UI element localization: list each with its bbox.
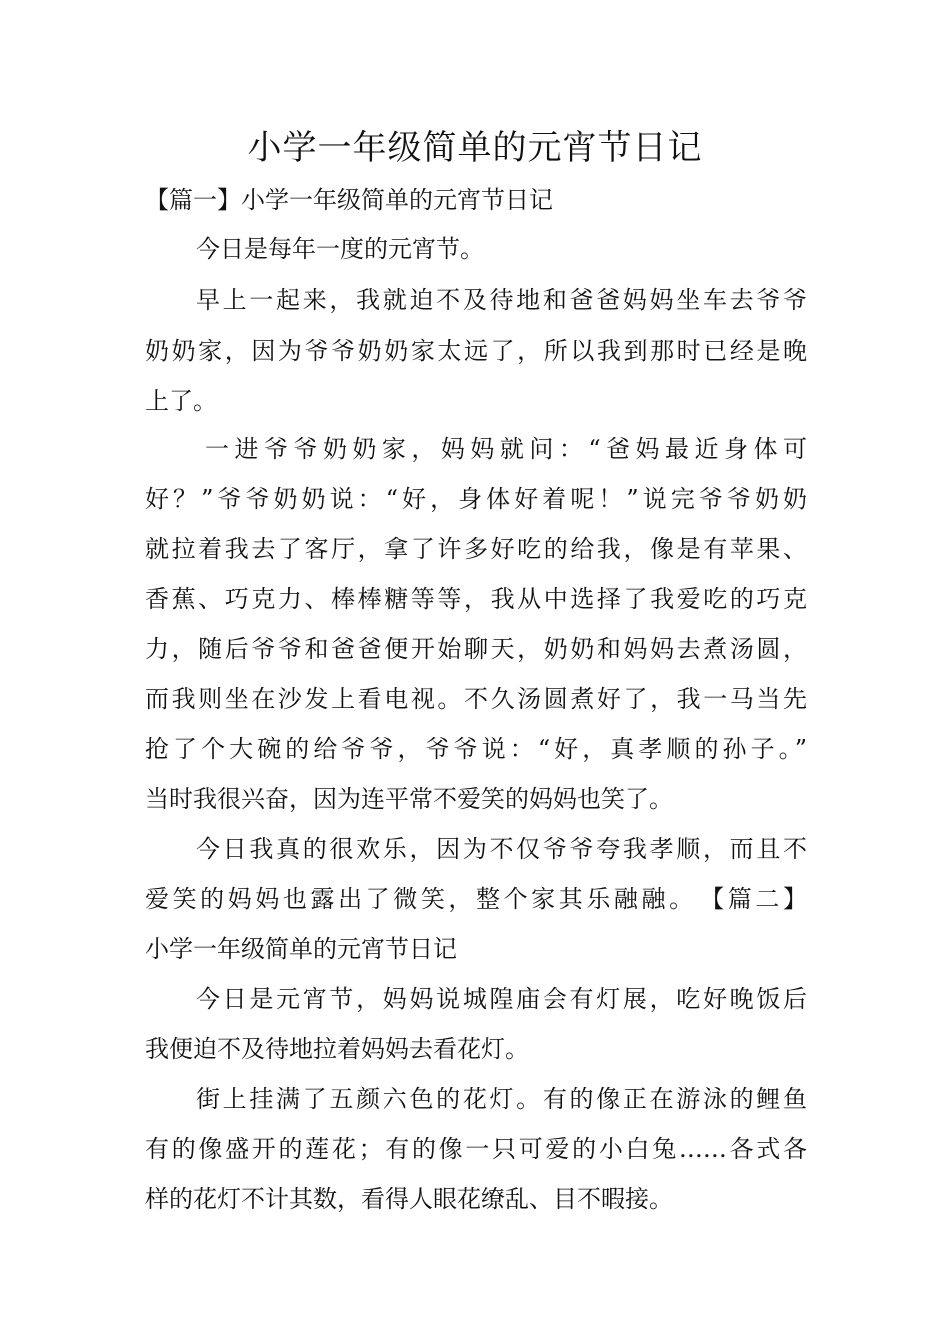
- paragraph-line: 有的像盛开的莲花；有的像一只可爱的小白兔……各式各: [145, 1135, 807, 1163]
- paragraph-line: 爱笑的妈妈也露出了微笑，整个家其乐融融。 【篇二】: [145, 885, 807, 913]
- paragraph-line: 奶奶家，因为爷爷奶奶家太远了，所以我到那时已经是晚: [145, 337, 807, 365]
- paragraph-line: 今日是元宵节，妈妈说城隍庙会有灯展，吃好晚饭后: [196, 985, 807, 1013]
- paragraph-line: 一进爷爷奶奶家，妈妈就问：“爸妈最近身体可: [205, 435, 807, 463]
- paragraph-line: 当时我很兴奋，因为连平常不爱笑的妈妈也笑了。: [145, 785, 673, 813]
- document-title: 小学一年级简单的元宵节日记: [247, 128, 703, 168]
- paragraph-line: 就拉着我去了客厅，拿了许多好吃的给我，像是有苹果、: [145, 535, 807, 563]
- paragraph-line: 抢了个大碗的给爷爷，爷爷说：“好，真孝顺的孙子。”: [145, 735, 807, 763]
- section-heading-2: 小学一年级简单的元宵节日记: [145, 935, 457, 963]
- paragraph-line: 样的花灯不计其数，看得人眼花缭乱、目不暇接。: [145, 1185, 673, 1213]
- paragraph-line: 今日是每年一度的元宵节。: [196, 235, 484, 263]
- paragraph-line: 早上一起来，我就迫不及待地和爸爸妈妈坐车去爷爷: [196, 286, 807, 314]
- paragraph-line: 街上挂满了五颜六色的花灯。有的像正在游泳的鲤鱼: [196, 1085, 807, 1113]
- paragraph-line: 好？”爷爷奶奶说：“好，身体好着呢！”说完爷爷奶奶: [145, 485, 807, 513]
- paragraph-line: 今日我真的很欢乐，因为不仅爷爷夸我孝顺，而且不: [196, 835, 807, 863]
- paragraph-line: 上了。: [145, 387, 217, 415]
- section-heading-1: 【篇一】小学一年级简单的元宵节日记: [145, 186, 553, 214]
- paragraph-line: 而我则坐在沙发上看电视。不久汤圆煮好了，我一马当先: [145, 685, 807, 713]
- paragraph-line: 我便迫不及待地拉着妈妈去看花灯。: [145, 1035, 529, 1063]
- paragraph-line: 香蕉、巧克力、棒棒糖等等，我从中选择了我爱吃的巧克: [145, 585, 807, 613]
- paragraph-line: 力，随后爷爷和爸爸便开始聊天，奶奶和妈妈去煮汤圆，: [145, 635, 807, 663]
